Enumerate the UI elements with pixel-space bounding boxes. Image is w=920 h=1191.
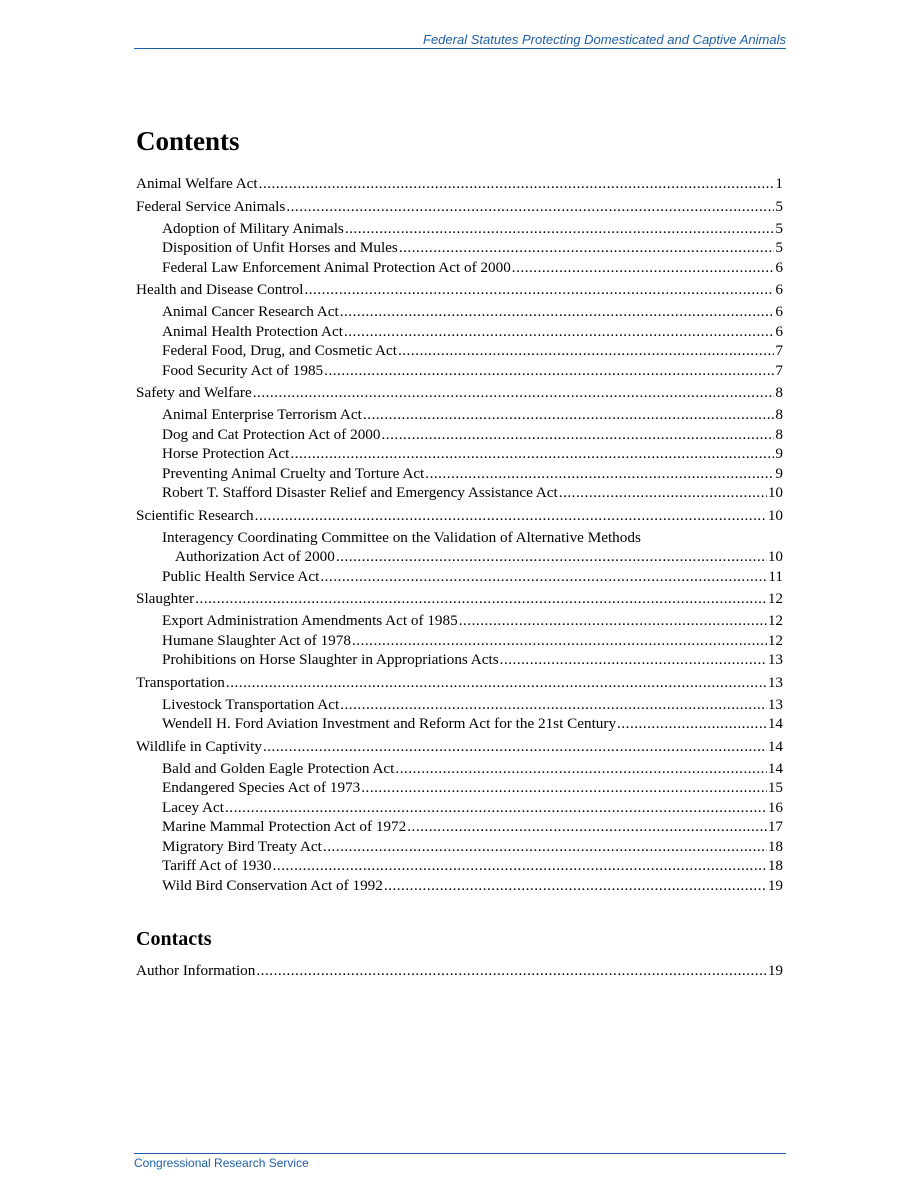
page-number: 12 — [767, 631, 783, 649]
page-number: 10 — [767, 484, 783, 501]
toc-entry-transportation[interactable]: Transportation ..... 13 — [136, 673, 783, 693]
running-header: Federal Statutes Protecting Domesticated and Captive Animals — [134, 32, 786, 49]
page-number: 13 — [767, 695, 783, 713]
page-number: 19 — [767, 876, 783, 894]
toc-entry-livestock-transportation-act[interactable]: Livestock Transportation Act ..... 13 — [136, 695, 783, 715]
page-number: 10 — [767, 506, 783, 524]
toc-entry-scientific-research[interactable]: Scientific Research ..... 10 — [136, 506, 783, 526]
toc-entry-tariff-act[interactable]: Tariff Act of 1930 ..... 18 — [136, 856, 783, 876]
page-number: 9 — [775, 445, 783, 462]
page-number: 18 — [767, 857, 783, 874]
toc-entry-safety-and-welfare[interactable]: Safety and Welfare ..... 8 — [136, 383, 783, 403]
page-number: 5 — [775, 197, 783, 215]
toc-entry-migratory-bird-treaty-act[interactable]: Migratory Bird Treaty Act ..... 18 — [136, 837, 783, 857]
toc-entry-endangered-species-act[interactable]: Endangered Species Act of 1973 ..... 15 — [136, 778, 783, 798]
toc-entry-health-and-disease-control[interactable]: Health and Disease Control ..... 6 — [136, 280, 783, 300]
page-number: 11 — [768, 567, 783, 585]
toc-entry-animal-enterprise-terrorism-act[interactable]: Animal Enterprise Terrorism Act ..... 8 — [136, 405, 783, 425]
toc-entry-adoption-of-military-animals[interactable]: Adoption of Military Animals ..... 5 — [136, 219, 783, 239]
toc-entry-animal-health-protection-act[interactable]: Animal Health Protection Act ..... 6 — [136, 322, 783, 342]
toc-entry-animal-welfare-act[interactable]: Animal Welfare Act ..... 1 — [136, 174, 783, 194]
page-number: 10 — [767, 548, 783, 565]
page-number: 15 — [767, 779, 783, 796]
toc-entry-food-security-act[interactable]: Food Security Act of 1985 ..... 7 — [136, 361, 783, 381]
page-number: 5 — [775, 239, 783, 256]
contacts-entry-author-information[interactable]: Author Information ..... 19 — [136, 961, 783, 981]
page-number: 6 — [775, 322, 783, 340]
toc-entry-lacey-act[interactable]: Lacey Act ..... 16 — [136, 798, 783, 818]
toc-entry-federal-food-drug-cosmetic-act[interactable]: Federal Food, Drug, and Cosmetic Act ..... 7 — [136, 341, 783, 361]
toc-entry-animal-cancer-research-act[interactable]: Animal Cancer Research Act ..... 6 — [136, 302, 783, 322]
page-number: 18 — [767, 837, 783, 855]
page-number: 9 — [775, 464, 783, 482]
toc-entry-prohibitions-horse-slaughter[interactable]: Prohibitions on Horse Slaughter in Appropriations Acts ..... 13 — [136, 650, 783, 670]
toc-entry-slaughter[interactable]: Slaughter ..... 12 — [136, 589, 783, 609]
toc-entry-wendell-ford-aviation-act[interactable]: Wendell H. Ford Aviation Investment and Reform Act for the 21st Century ..... 14 — [136, 714, 783, 734]
page-number: 12 — [767, 590, 783, 607]
page-number: 14 — [767, 737, 783, 755]
toc-entry-wildlife-in-captivity[interactable]: Wildlife in Captivity ..... 14 — [136, 737, 783, 757]
toc-entry-horse-protection-act[interactable]: Horse Protection Act ..... 9 — [136, 444, 783, 464]
page-number: 8 — [775, 425, 783, 443]
toc-entry-disposition-of-unfit-horses[interactable]: Disposition of Unfit Horses and Mules ..... 5 — [136, 238, 783, 258]
toc-entry-public-health-service-act[interactable]: Public Health Service Act ..... 11 — [136, 567, 783, 587]
toc-entry-federal-law-enforcement-animal-protection[interactable]: Federal Law Enforcement Animal Protection Act of 2000 ..... 6 — [136, 258, 783, 278]
toc-entry-wild-bird-conservation-act[interactable]: Wild Bird Conservation Act of 1992 ..... 19 — [136, 876, 783, 896]
page-number: 19 — [767, 962, 783, 979]
page-number: 14 — [767, 759, 783, 777]
toc-list — [136, 174, 783, 895]
page-number: 6 — [775, 303, 783, 320]
page-number: 17 — [767, 818, 783, 835]
page-number: 8 — [775, 384, 783, 401]
page-number: 7 — [775, 361, 783, 379]
page-number: 1 — [775, 175, 783, 192]
contacts-list — [136, 961, 783, 981]
contacts-heading: Contacts — [136, 928, 212, 950]
toc-entry-humane-slaughter-act[interactable]: Humane Slaughter Act of 1978 ..... 12 — [136, 631, 783, 651]
page-number: 5 — [775, 219, 783, 237]
page-number: 13 — [767, 673, 783, 691]
page-number: 8 — [775, 406, 783, 423]
toc-entry-bald-golden-eagle-act[interactable]: Bald and Golden Eagle Protection Act ..... 14 — [136, 759, 783, 779]
toc-entry-dog-and-cat-protection-act[interactable]: Dog and Cat Protection Act of 2000 ..... 8 — [136, 425, 783, 445]
page-number: 14 — [767, 715, 783, 732]
toc-entry-iccvam-authorization-act[interactable]: Interagency Coordinating Committee on the Validation of Alternative Methods Authorization Act of 2000 ..... 10 — [136, 528, 783, 567]
contents-heading: Contents — [136, 126, 240, 156]
page-number: 16 — [767, 798, 783, 816]
toc-entry-stafford-disaster-relief-act[interactable]: Robert T. Stafford Disaster Relief and Emergency Assistance Act ..... 10 — [136, 483, 783, 503]
page-footer: Congressional Research Service — [134, 1153, 786, 1170]
toc-entry-marine-mammal-protection-act[interactable]: Marine Mammal Protection Act of 1972 ..... 17 — [136, 817, 783, 837]
toc-entry-export-administration-amendments-act[interactable]: Export Administration Amendments Act of 1985 ..... 12 — [136, 611, 783, 631]
page-number: 13 — [767, 651, 783, 668]
page-number: 7 — [775, 342, 783, 359]
toc-entry-federal-service-animals[interactable]: Federal Service Animals ..... 5 — [136, 197, 783, 217]
toc-entry-preventing-animal-cruelty-act[interactable]: Preventing Animal Cruelty and Torture Act ..... 9 — [136, 464, 783, 484]
page-number: 12 — [767, 612, 783, 629]
page-number: 6 — [775, 281, 783, 298]
page-number: 6 — [775, 258, 783, 276]
